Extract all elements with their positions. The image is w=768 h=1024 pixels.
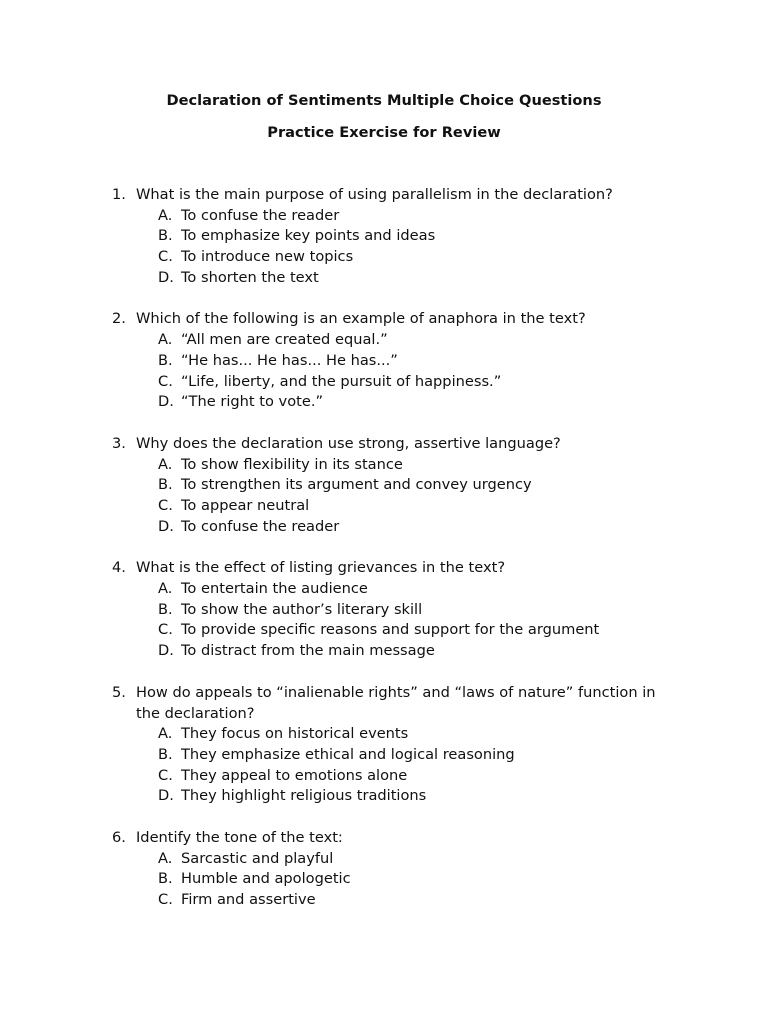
question-text: What is the main purpose of using parallelism in the declaration? [136, 186, 613, 203]
option-text: Firm and assertive [181, 891, 316, 909]
option-letter: A. [158, 725, 173, 743]
answer-options [0, 579, 768, 662]
question-number: 5. [112, 683, 126, 701]
option-text: They highlight religious traditions [181, 787, 427, 805]
answer-options [0, 724, 768, 807]
option-text: To provide specific reasons and support for the argument [181, 621, 600, 639]
question-number: 2. [112, 310, 126, 328]
option-letter: B. [158, 870, 173, 888]
answer-option [0, 226, 768, 247]
answer-options [0, 206, 768, 289]
answer-options [0, 849, 768, 911]
option-letter: D. [158, 642, 174, 660]
document-title: Declaration of Sentiments Multiple Choice Questions [166, 92, 602, 109]
option-text: “He has... He has... He has...” [181, 351, 398, 369]
question-number: 1. [112, 186, 126, 203]
answer-option [0, 600, 768, 621]
question-text: How do appeals to “inalienable rights” and “laws of nature” function in the declaration? [136, 683, 656, 722]
question-number: 4. [112, 559, 126, 577]
question-text: Identify the tone of the text: [136, 828, 343, 846]
question-item [0, 434, 768, 537]
option-letter: C. [158, 891, 173, 909]
question-item [0, 185, 768, 288]
option-letter: A. [158, 849, 173, 867]
option-letter: B. [158, 227, 173, 245]
question-item [0, 683, 768, 807]
option-text: They appeal to emotions alone [181, 766, 408, 784]
question-item [0, 558, 768, 661]
answer-option [0, 475, 768, 496]
answer-option [0, 745, 768, 766]
answer-option [0, 496, 768, 517]
question-text: Which of the following is an example of anaphora in the text? [136, 310, 586, 328]
answer-option [0, 849, 768, 870]
option-text: To entertain the audience [181, 580, 368, 598]
option-text: To confuse the reader [181, 206, 340, 224]
question-list [0, 185, 768, 932]
option-text: To strengthen its argument and convey urgency [181, 476, 532, 494]
option-text: To distract from the main message [181, 642, 435, 660]
option-letter: C. [158, 496, 173, 514]
answer-option [0, 641, 768, 662]
question-item [0, 828, 768, 911]
answer-options [0, 455, 768, 538]
answer-option [0, 786, 768, 807]
question-number: 6. [112, 828, 126, 846]
answer-option [0, 517, 768, 538]
option-text: “Life, liberty, and the pursuit of happiness.” [181, 372, 502, 390]
option-text: “All men are created equal.” [181, 331, 388, 349]
option-letter: C. [158, 621, 173, 639]
option-text: Sarcastic and playful [181, 849, 334, 867]
question-text: Why does the declaration use strong, assertive language? [136, 434, 561, 452]
question-number: 3. [112, 434, 126, 452]
option-text: To show flexibility in its stance [181, 455, 403, 473]
answer-option [0, 372, 768, 393]
option-text: They emphasize ethical and logical reasoning [181, 745, 515, 763]
document-subtitle: Practice Exercise for Review [267, 124, 501, 141]
option-letter: C. [158, 372, 173, 390]
answer-option [0, 351, 768, 372]
option-letter: A. [158, 455, 173, 473]
option-letter: B. [158, 745, 173, 763]
option-text: To show the author’s literary skill [181, 600, 423, 618]
answer-option [0, 268, 768, 289]
option-text: They focus on historical events [181, 725, 409, 743]
option-letter: C. [158, 766, 173, 784]
answer-option [0, 579, 768, 600]
option-text: To emphasize key points and ideas [181, 227, 436, 245]
answer-option [0, 620, 768, 641]
option-letter: C. [158, 248, 173, 266]
option-text: To appear neutral [181, 496, 310, 514]
answer-option [0, 247, 768, 268]
answer-option [0, 330, 768, 351]
answer-option [0, 869, 768, 890]
option-letter: B. [158, 476, 173, 494]
option-letter: D. [158, 393, 174, 411]
answer-option [0, 890, 768, 911]
option-text: To confuse the reader [181, 517, 340, 535]
question-text: What is the effect of listing grievances in the text? [136, 559, 506, 577]
option-text: To shorten the text [181, 268, 319, 286]
option-text: To introduce new topics [181, 248, 354, 266]
answer-option [0, 724, 768, 745]
option-letter: A. [158, 331, 173, 349]
answer-options [0, 330, 768, 413]
option-letter: A. [158, 206, 173, 224]
option-text: “The right to vote.” [181, 393, 324, 411]
answer-option [0, 392, 768, 413]
option-letter: A. [158, 580, 173, 598]
answer-option [0, 766, 768, 787]
answer-option [0, 455, 768, 476]
option-letter: B. [158, 351, 173, 369]
option-letter: D. [158, 268, 174, 286]
option-letter: D. [158, 787, 174, 805]
option-letter: D. [158, 517, 174, 535]
answer-option [0, 206, 768, 227]
option-text: Humble and apologetic [181, 870, 351, 888]
option-letter: B. [158, 600, 173, 618]
question-item [0, 309, 768, 412]
